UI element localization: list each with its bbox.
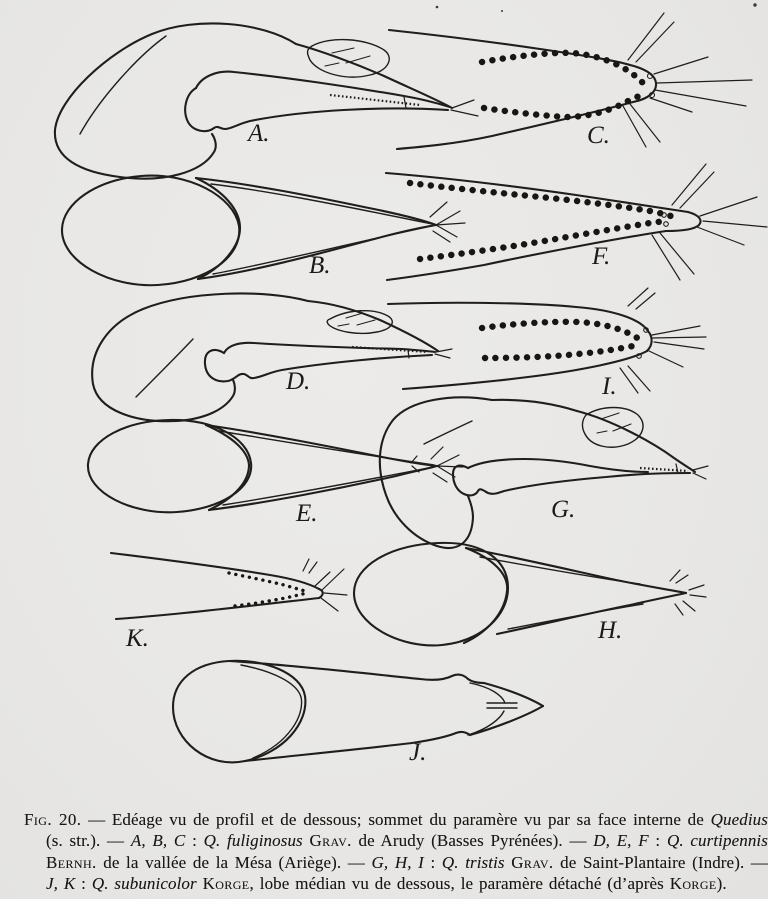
panel-j-label: J. bbox=[409, 739, 427, 766]
peg-setae-dots bbox=[484, 95, 642, 117]
panel-c-label: C. bbox=[587, 122, 610, 149]
apical-setae bbox=[670, 570, 706, 615]
scan-specks bbox=[436, 3, 757, 12]
apical-setae bbox=[451, 100, 478, 116]
panel-c-drawing bbox=[389, 13, 752, 149]
peg-setae-dots bbox=[482, 322, 643, 343]
panel-e-drawing bbox=[88, 420, 463, 512]
panel-k-label: K. bbox=[126, 625, 149, 652]
panel-d-label: D. bbox=[286, 368, 311, 395]
panel-a-label: A. bbox=[248, 120, 270, 147]
panel-k-drawing bbox=[111, 553, 347, 619]
hatched-sac bbox=[308, 40, 390, 77]
panel-b-label: B. bbox=[309, 252, 331, 279]
panel-b-drawing bbox=[62, 176, 465, 286]
peg-setae-dots bbox=[410, 183, 674, 217]
apical-setae bbox=[431, 447, 463, 482]
panel-g-label: G. bbox=[551, 496, 576, 523]
apical-setae bbox=[430, 202, 465, 242]
panel-j-drawing bbox=[173, 661, 543, 763]
hatched-sac bbox=[582, 408, 643, 448]
panel-a-drawing bbox=[55, 23, 478, 178]
panel-f-drawing bbox=[386, 164, 767, 280]
apical-setae bbox=[697, 197, 767, 245]
apical-setae bbox=[650, 57, 752, 112]
panel-h-drawing bbox=[354, 543, 706, 646]
panel-h-label: H. bbox=[598, 617, 623, 644]
panel-f-label: F. bbox=[592, 243, 611, 270]
peg-setae-dots bbox=[482, 53, 644, 84]
figure-caption: Fig. 20. — Edéage vu de profil et de dessous; sommet du paramère vu par sa face interne de Quedius (s. str.). — A, B, C : Q. fuliginosus Grav. de Arudy (Basses Pyrénées). — D, E, F : Q. curtipennis Bernh. de la vallée de la Mésa (Ariège). — G, H, I : Q. tristis Grav. de Saint-Plantaire (Indre). — J, K : Q. subunicolor Korge, lobe médian vu de dessous, le paramère détaché (d’après Korge). bbox=[24, 810, 768, 894]
apical-setae bbox=[649, 326, 706, 367]
panel-i-label: I. bbox=[602, 373, 617, 400]
panel-i-drawing bbox=[388, 288, 706, 393]
peg-setae-dots bbox=[485, 346, 633, 358]
panel-d-drawing bbox=[92, 293, 452, 421]
serration bbox=[640, 468, 688, 471]
panel-g-drawing bbox=[380, 397, 708, 548]
panel-e-label: E. bbox=[296, 500, 318, 527]
peg-setae-dots bbox=[229, 573, 308, 592]
